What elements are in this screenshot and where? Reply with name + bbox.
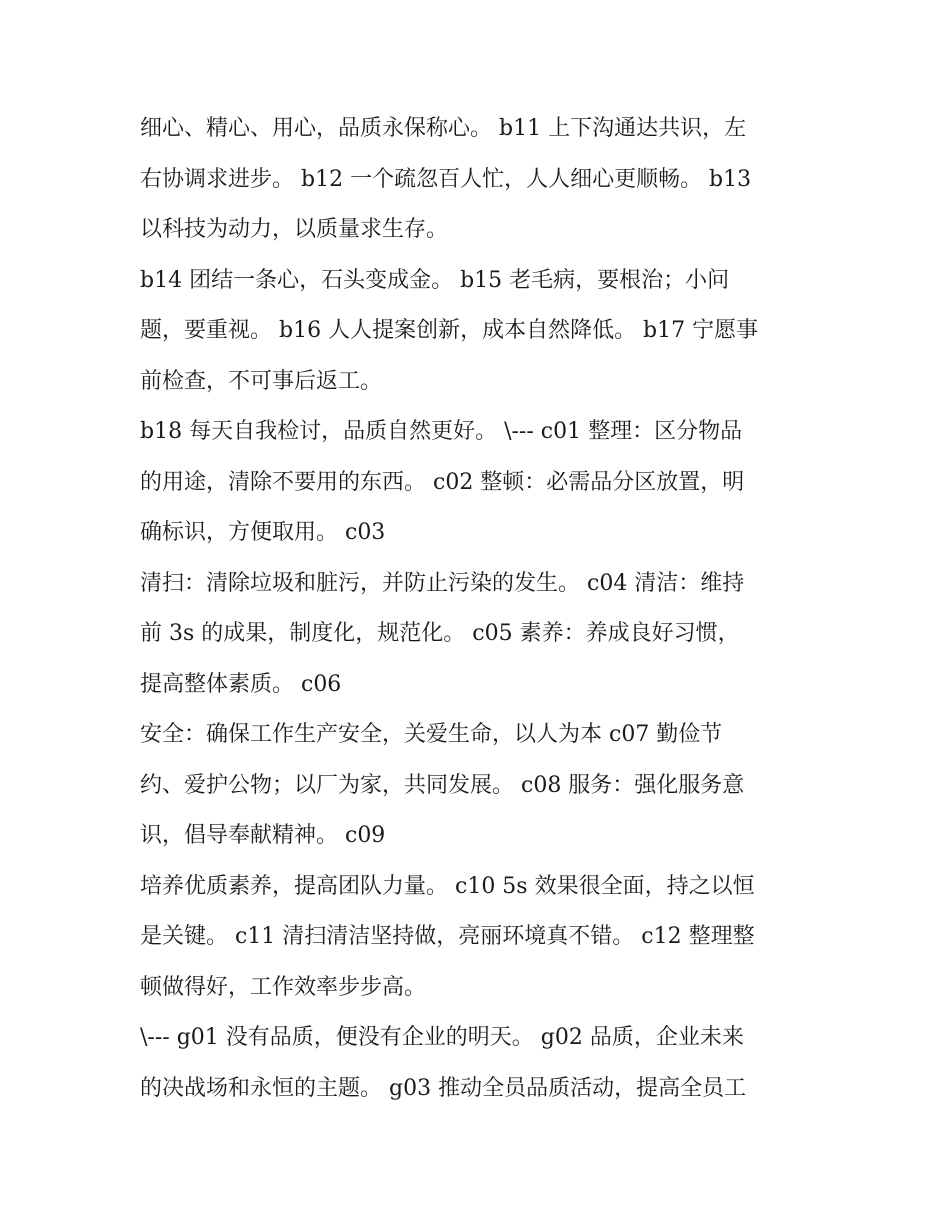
text-line: b14 团结一条心，石头变成金。 b15 老毛病，要根治；小问: [140, 267, 730, 293]
text-line: 约、爱护公物；以厂为家，共同发展。 c08 服务：强化服务意: [140, 772, 745, 798]
text-line: 安全：确保工作生产安全，关爱生命，以人为本 c07 勤俭节: [140, 722, 723, 747]
text-line: 确标识，方便取用。 c03: [140, 520, 386, 545]
text-line: 清扫：清除垃圾和脏污，并防止污染的发生。 c04 清洁：维持: [140, 570, 745, 596]
text-line: 以科技为动力，以质量求生存。: [140, 217, 449, 242]
text-line: 题，要重视。 b16 人人提案创新，成本自然降低。 b17 宁愿事: [140, 318, 759, 343]
text-line: 前检查，不可事后返工。: [140, 368, 383, 394]
body-text: [140, 104, 820, 1114]
text-line: 右协调求进步。 b12 一个疏忽百人忙，人人细心更顺畅。 b13: [140, 166, 752, 192]
text-line: \--- g01 没有品质，便没有企业的明天。 g02 品质，企业未来: [140, 1025, 744, 1050]
text-line: b18 每天自我检讨，品质自然更好。 \--- c01 整理：区分物品: [140, 419, 743, 444]
text-line: 前 3s 的成果，制度化，规范化。 c05 素养：养成良好习惯，: [140, 621, 740, 646]
text-line: 是关键。 c11 清扫清洁坚持做，亮丽环境真不错。 c12 整理整: [140, 924, 755, 949]
text-line: 识，倡导奉献精神。 c09: [140, 823, 386, 848]
text-line: 的用途，清除不要用的东西。 c02 整顿：必需品分区放置，明: [140, 469, 745, 495]
text-line: 的决战场和永恒的主题。 g03 推动全员品质活动，提高全员工: [140, 1075, 747, 1101]
text-line: 提高整体素质。 c06: [140, 671, 342, 697]
text-line: 细心、精心、用心，品质永保称心。 b11 上下沟通达共识，左: [140, 116, 747, 141]
text-line: 培养优质素养，提高团队力量。 c10 5s 效果很全面，持之以恒: [140, 873, 755, 899]
text-line: 顿做得好，工作效率步步高。: [140, 974, 427, 1000]
